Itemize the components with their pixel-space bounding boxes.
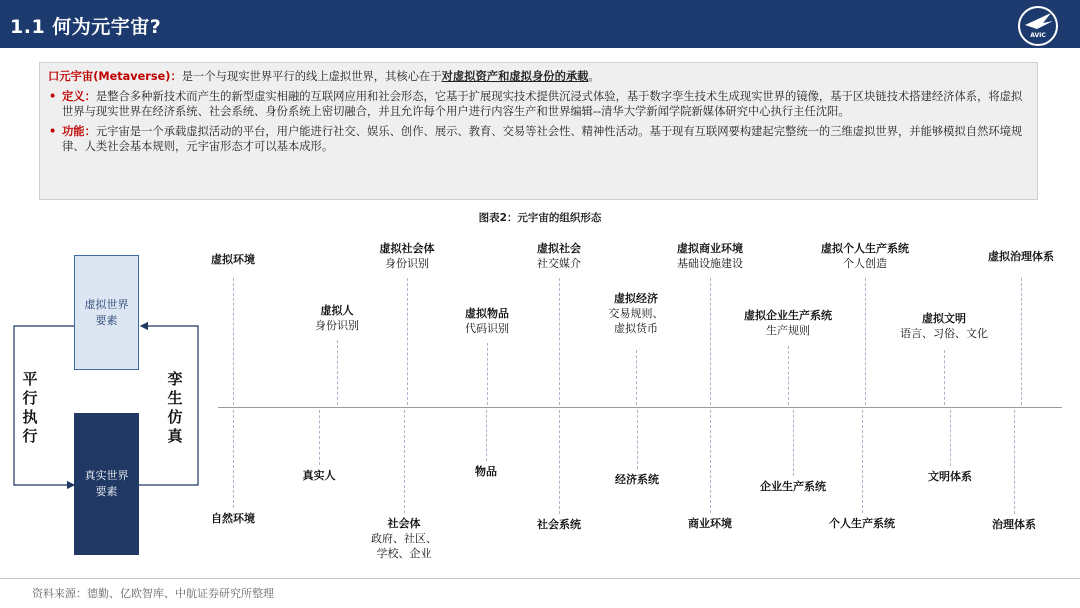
real-node-title: 治理体系 — [992, 518, 1036, 531]
real-connector — [559, 410, 560, 514]
virtual-connector — [559, 278, 560, 405]
virtual-node-title: 虚拟个人生产系统 — [821, 242, 909, 255]
real-connector — [710, 410, 711, 513]
virtual-connector — [944, 350, 945, 405]
real-line2: 要素 — [95, 485, 118, 498]
virtual-node — [988, 249, 1054, 264]
definition-text: 是一个与现实世界平行的线上虚拟世界，其核心在于 — [181, 70, 442, 83]
real-node-title: 社会系统 — [537, 518, 581, 531]
real-node-subtitle: 政府、社区、 — [371, 532, 437, 545]
real-connector — [404, 410, 405, 513]
real-node-title: 真实人 — [302, 469, 336, 482]
real-connector — [950, 410, 951, 466]
real-connector — [793, 410, 794, 476]
twin-simulation-label: 孪 生 仿 真 — [167, 370, 183, 445]
real-node — [371, 516, 437, 561]
virtual-connector — [1021, 278, 1022, 405]
virtual-node-title: 虚拟经济 — [614, 292, 658, 305]
virtual-node-subtitle: 虚拟货币 — [614, 322, 658, 335]
avic-logo — [1018, 6, 1058, 46]
real-node-title: 个人生产系统 — [829, 517, 895, 530]
real-node-subtitle: 学校、企业 — [376, 547, 432, 560]
real-connector — [1014, 410, 1015, 514]
real-connector — [486, 410, 487, 461]
virtual-node-subtitle: 基础设施建设 — [677, 257, 743, 270]
divider-line — [218, 407, 1062, 408]
bullet-text: 元宇宙是一个承载虚拟活动的平台，用户能进行社交、娱乐、创作、展示、教育、交易等社会性、精神性活动。基于现有互联网要构建起完整统一的三维虚拟世界，并能够模拟自然环境规律、人类社会基本规则，元宇宙形态才可以基本成形。 — [62, 124, 1023, 154]
virtual-node-subtitle: 代码识别 — [465, 322, 509, 335]
term-label: 口元宇宙(Metaverse) — [48, 70, 171, 83]
real-connector — [862, 410, 863, 513]
real-node — [537, 517, 581, 532]
virtual-node-subtitle: 个人创造 — [843, 257, 887, 270]
real-node — [615, 472, 659, 487]
virtual-connector — [788, 346, 789, 405]
source-note: 资料来源：德勤、亿欧智库、中航证券研究所整理 — [32, 587, 274, 600]
virtual-node-subtitle: 语言、习俗、文化 — [900, 327, 988, 340]
virtual-connector — [233, 278, 234, 405]
real-node — [475, 464, 497, 479]
virtual-node — [315, 303, 359, 333]
definition-emphasis: 对虚拟资产和虚拟身份的承载 — [441, 70, 589, 83]
virtual-node — [821, 241, 909, 271]
real-node-title: 经济系统 — [615, 473, 659, 486]
bullet-label: 定义： — [62, 89, 96, 103]
real-node-title: 企业生产系统 — [760, 480, 826, 493]
virtual-node — [677, 241, 743, 271]
virtual-node-title: 虚拟文明 — [922, 312, 966, 325]
real-node-title: 自然环境 — [211, 512, 255, 525]
virtual-node-title: 虚拟人 — [320, 304, 354, 317]
virtual-connector — [710, 278, 711, 405]
virtual-connector — [407, 278, 408, 405]
virtual-node-title: 虚拟社会体 — [379, 242, 435, 255]
virtual-node — [744, 308, 832, 338]
virtual-node-title: 虚拟环境 — [211, 253, 255, 266]
virtual-node — [609, 291, 664, 336]
real-node-title: 商业环境 — [688, 517, 732, 530]
slide-title: 1.1 何为元宇宙? — [10, 16, 162, 38]
real-world-box — [74, 413, 139, 555]
virtual-node-title: 虚拟治理体系 — [988, 250, 1054, 263]
virtual-node — [900, 311, 988, 341]
virtual-connector — [337, 340, 338, 405]
real-node-title: 物品 — [475, 465, 497, 478]
bullet-text: 是整合多种新技术而产生的新型虚实相融的互联网应用和社会形态，它基于扩展现实技术提供沉浸式体验，基于数字孪生技术生成现实世界的镜像，基于区块链技术搭建经济体系，将虚拟世界与现实世界在经济系统、社会系统、身份系统上密切融合，并且允许每个用户进行内容生产和世界编辑--清华大学新闻学院新媒体研究中心执行主任沈阳。 — [62, 89, 1023, 119]
real-node — [928, 469, 972, 484]
real-node — [303, 468, 336, 483]
real-node-title: 文明体系 — [928, 470, 972, 483]
virtual-connector — [865, 278, 866, 405]
virtual-node — [211, 252, 255, 267]
real-node — [760, 479, 826, 494]
virtual-node-title: 虚拟社会 — [537, 242, 581, 255]
virtual-node-title: 虚拟物品 — [465, 307, 509, 320]
bullet-label: 功能： — [62, 124, 96, 138]
real-connector — [319, 410, 320, 465]
virtual-connector — [636, 350, 637, 405]
virtual-connector — [487, 343, 488, 405]
footer-divider — [0, 578, 1080, 579]
term-sep: ： — [170, 70, 182, 83]
plane-icon — [1023, 11, 1055, 31]
virtual-node — [380, 241, 435, 271]
real-connector — [233, 410, 234, 508]
virtual-node-subtitle: 身份识别 — [315, 319, 359, 332]
real-node — [211, 511, 255, 526]
real-node — [829, 516, 895, 531]
real-node — [992, 517, 1036, 532]
virtual-node-subtitle: 身份识别 — [385, 257, 429, 270]
real-line1: 真实世界 — [84, 469, 129, 482]
logo-text: AVIC — [1030, 32, 1046, 39]
parallel-execution-label: 平 行 执 行 — [22, 370, 38, 445]
real-node-title: 社会体 — [387, 517, 421, 530]
virtual-line2: 要素 — [95, 313, 118, 327]
virtual-node-title: 虚拟企业生产系统 — [744, 309, 832, 322]
virtual-line1: 虚拟世界 — [84, 297, 129, 311]
figure-title: 图表2：元宇宙的组织形态 — [478, 212, 602, 224]
virtual-node — [537, 241, 581, 271]
virtual-node-subtitle: 生产规则 — [766, 324, 810, 337]
virtual-node-title: 虚拟商业环境 — [677, 242, 743, 255]
real-node — [688, 516, 732, 531]
virtual-node-subtitle: 交易规则、 — [608, 307, 664, 320]
virtual-node — [465, 306, 509, 336]
virtual-world-box — [74, 255, 139, 370]
virtual-node-subtitle: 社交媒介 — [537, 257, 581, 270]
definition-end: 。 — [588, 70, 600, 83]
real-connector — [637, 410, 638, 469]
